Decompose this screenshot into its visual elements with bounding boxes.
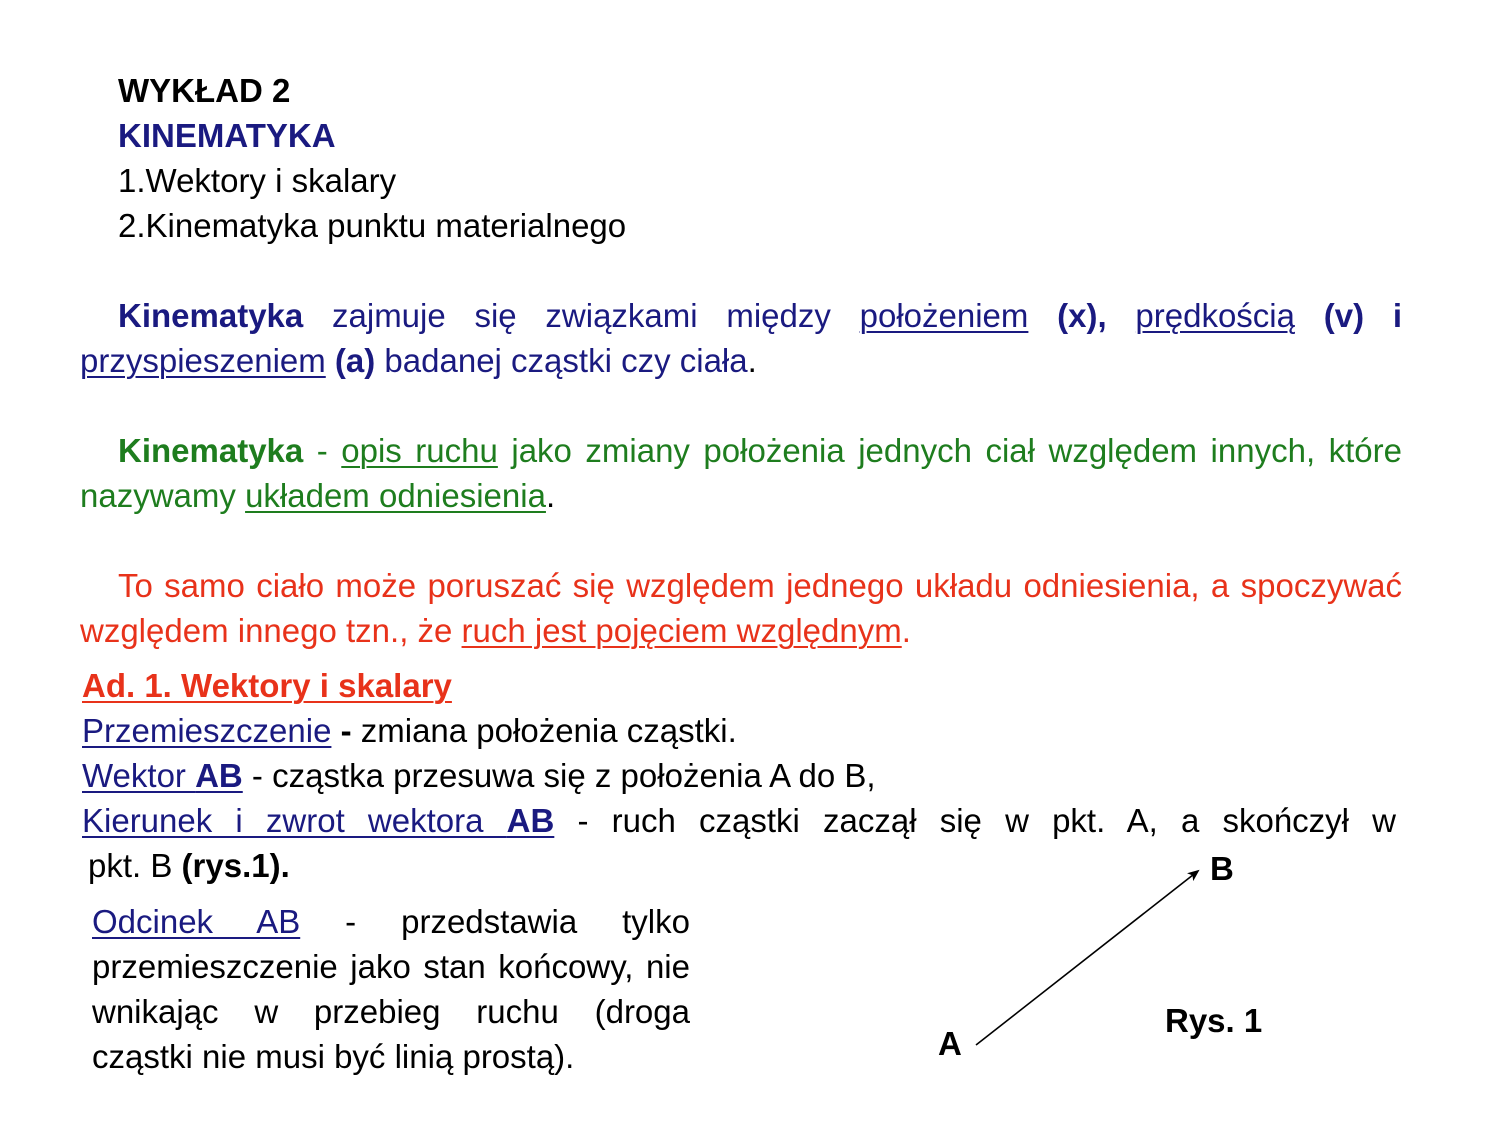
definition-wektor bbox=[82, 753, 876, 798]
definition-text-2: - cząstka przesuwa się z położenia A do B, bbox=[242, 757, 876, 794]
term-wektor-ab: AB bbox=[195, 757, 243, 794]
para1-space bbox=[1107, 297, 1136, 334]
definition-kierunek bbox=[82, 798, 1396, 843]
figure-reference: (rys.1). bbox=[181, 847, 290, 884]
term-ruch-wzgledny: ruch jest pojęciem względnym bbox=[461, 612, 902, 649]
paragraph-odcinek bbox=[92, 899, 690, 1079]
term-przyspieszenie: przyspieszeniem bbox=[80, 342, 326, 379]
term-kierunek-ab: AB bbox=[506, 802, 555, 839]
point-b-label: B bbox=[1210, 850, 1234, 887]
lecture-subtitle: KINEMATYKA bbox=[118, 117, 336, 154]
definition-text-4: pkt. B bbox=[88, 847, 182, 884]
paragraph-kinematyka-definition bbox=[80, 293, 1402, 383]
symbol-v: (v) i bbox=[1295, 297, 1402, 334]
para3-end: . bbox=[901, 612, 911, 649]
para1-text-2: badanej cząstki czy ciała bbox=[375, 342, 748, 379]
term-odcinek-ab: Odcinek AB bbox=[92, 903, 301, 940]
definition-text-3: - ruch cząstki zaczął się w pkt. A, a skończył w bbox=[554, 802, 1397, 839]
para1-text-1: zajmuje się związkami między bbox=[303, 297, 860, 334]
term-wektor bbox=[82, 757, 243, 794]
definition-text-1: zmiana położenia cząstki. bbox=[351, 712, 737, 749]
term-predkosc: prędkością bbox=[1135, 297, 1295, 334]
outline-item-1: 1.Wektory i skalary bbox=[118, 162, 397, 199]
term-kierunek-label: Kierunek i zwrot wektora bbox=[82, 802, 507, 839]
term-przemieszczenie: Przemieszczenie bbox=[82, 712, 332, 749]
term-opis-ruchu: opis ruchu bbox=[341, 432, 498, 469]
para2-end: . bbox=[545, 477, 556, 514]
term-polozenie: położeniem bbox=[859, 297, 1029, 334]
symbol-a: (a) bbox=[325, 342, 376, 379]
para2-text-1: jako zmiany położenia jednych ciał względem innych, które nazywamy bbox=[80, 432, 1402, 514]
term-kinematyka: Kinematyka bbox=[118, 297, 304, 334]
section-heading: Ad. 1. Wektory i skalary bbox=[82, 667, 452, 704]
definition-kierunek-cont bbox=[88, 843, 290, 888]
definition-przemieszczenie bbox=[82, 708, 737, 753]
para3-text-1: To samo ciało może poruszać się względem jednego układu odniesienia, a spoczywać względem innego tzn., że bbox=[80, 567, 1402, 649]
term-uklad-odniesienia: układem odniesienia bbox=[245, 477, 546, 514]
lecture-title: WYKŁAD 2 bbox=[118, 72, 291, 109]
term-wektor-label: Wektor bbox=[82, 757, 196, 794]
outline-item-2: 2.Kinematyka punktu materialnego bbox=[118, 207, 627, 244]
term-kierunek bbox=[82, 802, 554, 839]
odcinek-text: - przedstawia tylko przemieszczenie jako stan końcowy, nie wnikając w przebieg ruchu (droga cząstki nie musi być linią prostą). bbox=[92, 903, 690, 1075]
term-kinematyka-2: Kinematyka bbox=[118, 432, 304, 469]
para2-dash: - bbox=[303, 432, 342, 469]
figure-caption: Rys. 1 bbox=[1165, 1002, 1263, 1039]
definition-dash-1: - bbox=[331, 712, 352, 749]
para1-end: . bbox=[747, 342, 757, 379]
paragraph-kinematyka-opis bbox=[80, 428, 1402, 518]
point-a-label: A bbox=[938, 1025, 962, 1062]
paragraph-wzglednosc-ruchu bbox=[80, 563, 1402, 653]
symbol-x: (x), bbox=[1028, 297, 1107, 334]
